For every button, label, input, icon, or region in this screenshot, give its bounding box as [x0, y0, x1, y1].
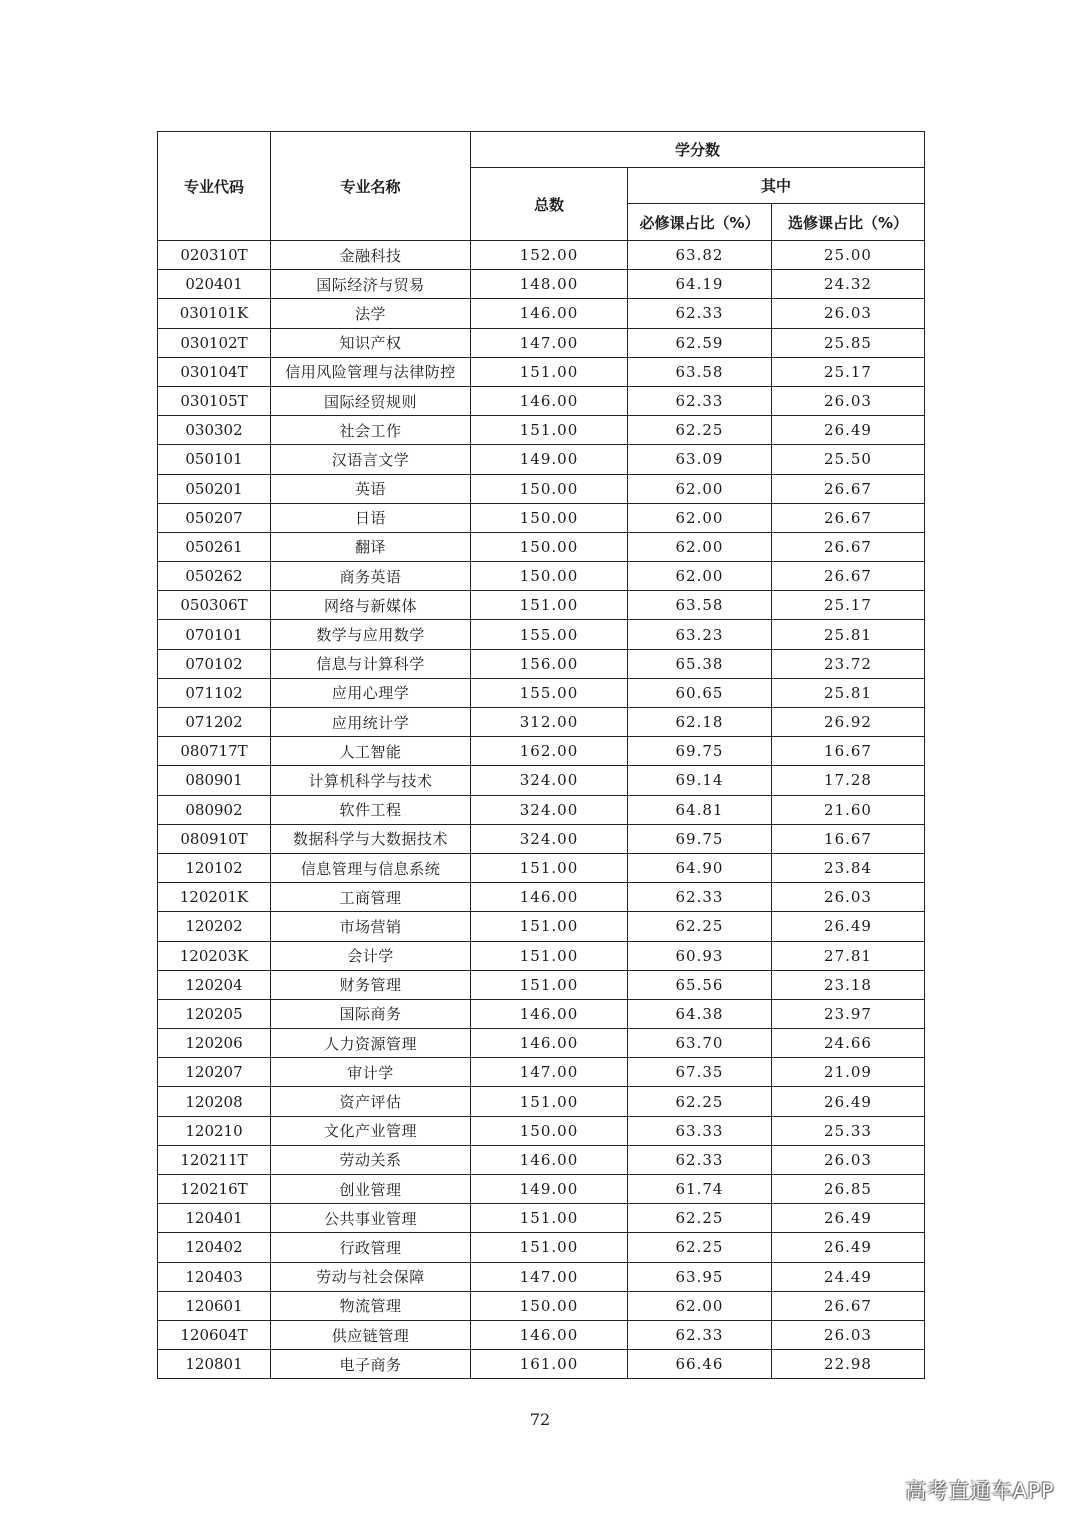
cell-name: 财务管理 [271, 970, 471, 999]
table-row [158, 1262, 925, 1291]
cell-code: 050101 [158, 445, 271, 474]
cell-total: 162.00 [471, 737, 628, 766]
cell-elective-ratio: 25.85 [772, 328, 925, 357]
table-row [158, 824, 925, 853]
table-row [158, 999, 925, 1028]
cell-code: 071202 [158, 708, 271, 737]
cell-total: 324.00 [471, 795, 628, 824]
cell-elective-ratio: 24.49 [772, 1262, 925, 1291]
cell-name: 知识产权 [271, 328, 471, 357]
cell-elective-ratio: 26.67 [772, 503, 925, 532]
table-row [158, 386, 925, 415]
cell-total: 151.00 [471, 1204, 628, 1233]
table-row [158, 532, 925, 561]
table-row [158, 1087, 925, 1116]
cell-name: 创业管理 [271, 1175, 471, 1204]
cell-elective-ratio: 25.00 [772, 241, 925, 270]
cell-code: 050207 [158, 503, 271, 532]
cell-elective-ratio: 22.98 [772, 1350, 925, 1379]
cell-code: 120207 [158, 1058, 271, 1087]
cell-elective-ratio: 26.92 [772, 708, 925, 737]
cell-elective-ratio: 26.49 [772, 1087, 925, 1116]
cell-code: 070102 [158, 649, 271, 678]
cell-elective-ratio: 25.81 [772, 678, 925, 707]
cell-name: 国际经济与贸易 [271, 270, 471, 299]
cell-name: 会计学 [271, 941, 471, 970]
cell-required-ratio: 60.93 [628, 941, 772, 970]
cell-code: 050261 [158, 532, 271, 561]
cell-name: 翻译 [271, 532, 471, 561]
cell-required-ratio: 62.33 [628, 1145, 772, 1174]
table-row [158, 678, 925, 707]
cell-elective-ratio: 24.66 [772, 1029, 925, 1058]
cell-required-ratio: 62.25 [628, 1204, 772, 1233]
cell-name: 公共事业管理 [271, 1204, 471, 1233]
cell-total: 146.00 [471, 999, 628, 1028]
cell-required-ratio: 62.59 [628, 328, 772, 357]
cell-code: 120801 [158, 1350, 271, 1379]
cell-code: 080901 [158, 766, 271, 795]
cell-elective-ratio: 26.49 [772, 416, 925, 445]
header-credits: 学分数 [471, 132, 925, 168]
cell-required-ratio: 64.38 [628, 999, 772, 1028]
cell-required-ratio: 63.82 [628, 241, 772, 270]
cell-total: 146.00 [471, 1029, 628, 1058]
cell-total: 146.00 [471, 883, 628, 912]
cell-name: 劳动关系 [271, 1145, 471, 1174]
table-row [158, 853, 925, 882]
cell-name: 应用心理学 [271, 678, 471, 707]
table-row [158, 270, 925, 299]
cell-elective-ratio: 23.18 [772, 970, 925, 999]
cell-name: 法学 [271, 299, 471, 328]
cell-total: 146.00 [471, 386, 628, 415]
cell-required-ratio: 62.00 [628, 1291, 772, 1320]
cell-name: 国际商务 [271, 999, 471, 1028]
header-among: 其中 [628, 168, 925, 204]
cell-elective-ratio: 25.17 [772, 357, 925, 386]
cell-code: 071102 [158, 678, 271, 707]
page-number: 72 [529, 1410, 551, 1429]
cell-code: 120205 [158, 999, 271, 1028]
cell-code: 050306T [158, 591, 271, 620]
table-row [158, 620, 925, 649]
cell-elective-ratio: 26.03 [772, 386, 925, 415]
cell-total: 147.00 [471, 328, 628, 357]
cell-required-ratio: 62.25 [628, 912, 772, 941]
cell-elective-ratio: 26.67 [772, 1291, 925, 1320]
cell-name: 网络与新媒体 [271, 591, 471, 620]
table-row [158, 1233, 925, 1262]
cell-required-ratio: 63.58 [628, 591, 772, 620]
cell-required-ratio: 66.46 [628, 1350, 772, 1379]
cell-code: 120201K [158, 883, 271, 912]
cell-elective-ratio: 25.33 [772, 1116, 925, 1145]
header-total: 总数 [471, 168, 628, 241]
cell-elective-ratio: 26.85 [772, 1175, 925, 1204]
table-row [158, 708, 925, 737]
cell-elective-ratio: 23.72 [772, 649, 925, 678]
cell-total: 150.00 [471, 1116, 628, 1145]
cell-total: 151.00 [471, 416, 628, 445]
table-row [158, 737, 925, 766]
cell-total: 151.00 [471, 912, 628, 941]
cell-required-ratio: 62.25 [628, 416, 772, 445]
cell-required-ratio: 62.33 [628, 299, 772, 328]
cell-required-ratio: 63.58 [628, 357, 772, 386]
table-row [158, 941, 925, 970]
cell-code: 120206 [158, 1029, 271, 1058]
cell-elective-ratio: 23.97 [772, 999, 925, 1028]
cell-code: 020310T [158, 241, 271, 270]
cell-total: 151.00 [471, 941, 628, 970]
cell-required-ratio: 69.14 [628, 766, 772, 795]
table-row [158, 1204, 925, 1233]
cell-code: 120216T [158, 1175, 271, 1204]
cell-name: 劳动与社会保障 [271, 1262, 471, 1291]
cell-required-ratio: 62.33 [628, 386, 772, 415]
cell-name: 市场营销 [271, 912, 471, 941]
cell-name: 应用统计学 [271, 708, 471, 737]
cell-code: 120601 [158, 1291, 271, 1320]
cell-required-ratio: 67.35 [628, 1058, 772, 1087]
cell-elective-ratio: 25.17 [772, 591, 925, 620]
cell-code: 080717T [158, 737, 271, 766]
cell-total: 149.00 [471, 1175, 628, 1204]
cell-code: 120403 [158, 1262, 271, 1291]
cell-total: 151.00 [471, 1087, 628, 1116]
cell-elective-ratio: 26.03 [772, 883, 925, 912]
cell-required-ratio: 62.00 [628, 562, 772, 591]
cell-code: 120202 [158, 912, 271, 941]
cell-required-ratio: 63.23 [628, 620, 772, 649]
cell-code: 030105T [158, 386, 271, 415]
cell-code: 120402 [158, 1233, 271, 1262]
cell-elective-ratio: 26.03 [772, 1145, 925, 1174]
table-row [158, 299, 925, 328]
cell-required-ratio: 63.09 [628, 445, 772, 474]
cell-name: 汉语言文学 [271, 445, 471, 474]
table-row [158, 1291, 925, 1320]
cell-elective-ratio: 21.09 [772, 1058, 925, 1087]
cell-total: 151.00 [471, 591, 628, 620]
table-row [158, 241, 925, 270]
table-row [158, 1058, 925, 1087]
cell-total: 146.00 [471, 1320, 628, 1349]
cell-required-ratio: 65.38 [628, 649, 772, 678]
cell-code: 120203K [158, 941, 271, 970]
cell-name: 信用风险管理与法律防控 [271, 357, 471, 386]
cell-elective-ratio: 27.81 [772, 941, 925, 970]
cell-elective-ratio: 26.67 [772, 562, 925, 591]
table-row [158, 970, 925, 999]
cell-name: 人工智能 [271, 737, 471, 766]
table-row [158, 416, 925, 445]
table-row [158, 912, 925, 941]
cell-code: 050201 [158, 474, 271, 503]
cell-required-ratio: 69.75 [628, 737, 772, 766]
cell-elective-ratio: 17.28 [772, 766, 925, 795]
cell-total: 151.00 [471, 1233, 628, 1262]
cell-name: 软件工程 [271, 795, 471, 824]
cell-code: 120210 [158, 1116, 271, 1145]
cell-required-ratio: 62.33 [628, 1320, 772, 1349]
cell-name: 人力资源管理 [271, 1029, 471, 1058]
cell-total: 156.00 [471, 649, 628, 678]
cell-name: 国际经贸规则 [271, 386, 471, 415]
cell-name: 电子商务 [271, 1350, 471, 1379]
header-code: 专业代码 [158, 132, 271, 241]
table-row [158, 1175, 925, 1204]
cell-name: 社会工作 [271, 416, 471, 445]
cell-total: 312.00 [471, 708, 628, 737]
cell-name: 信息管理与信息系统 [271, 853, 471, 882]
table-body [158, 241, 925, 1379]
header-required-ratio: 必修课占比（%） [628, 204, 772, 241]
table-row [158, 795, 925, 824]
cell-elective-ratio: 16.67 [772, 824, 925, 853]
table-row [158, 1350, 925, 1379]
table-row [158, 1320, 925, 1349]
cell-code: 080910T [158, 824, 271, 853]
cell-code: 030101K [158, 299, 271, 328]
cell-required-ratio: 65.56 [628, 970, 772, 999]
table-row [158, 328, 925, 357]
cell-elective-ratio: 21.60 [772, 795, 925, 824]
table-row [158, 766, 925, 795]
cell-elective-ratio: 26.67 [772, 532, 925, 561]
cell-required-ratio: 62.25 [628, 1233, 772, 1262]
cell-name: 信息与计算科学 [271, 649, 471, 678]
cell-name: 计算机科学与技术 [271, 766, 471, 795]
cell-code: 050262 [158, 562, 271, 591]
table-row [158, 1029, 925, 1058]
cell-required-ratio: 63.70 [628, 1029, 772, 1058]
table-row [158, 562, 925, 591]
cell-total: 151.00 [471, 357, 628, 386]
table-row [158, 591, 925, 620]
table-row [158, 1145, 925, 1174]
table-row [158, 883, 925, 912]
cell-elective-ratio: 26.49 [772, 1233, 925, 1262]
cell-required-ratio: 62.00 [628, 474, 772, 503]
cell-required-ratio: 64.19 [628, 270, 772, 299]
cell-code: 020401 [158, 270, 271, 299]
cell-required-ratio: 62.25 [628, 1087, 772, 1116]
credits-table [157, 131, 925, 1379]
cell-name: 数据科学与大数据技术 [271, 824, 471, 853]
cell-elective-ratio: 25.81 [772, 620, 925, 649]
cell-name: 文化产业管理 [271, 1116, 471, 1145]
table-row [158, 445, 925, 474]
cell-elective-ratio: 24.32 [772, 270, 925, 299]
cell-total: 149.00 [471, 445, 628, 474]
cell-total: 151.00 [471, 970, 628, 999]
cell-elective-ratio: 26.67 [772, 474, 925, 503]
cell-required-ratio: 60.65 [628, 678, 772, 707]
cell-elective-ratio: 26.03 [772, 299, 925, 328]
cell-total: 151.00 [471, 853, 628, 882]
cell-required-ratio: 62.33 [628, 883, 772, 912]
table-header [158, 132, 925, 241]
cell-name: 日语 [271, 503, 471, 532]
cell-code: 080902 [158, 795, 271, 824]
header-elective-ratio: 选修课占比（%） [772, 204, 925, 241]
cell-name: 工商管理 [271, 883, 471, 912]
cell-required-ratio: 61.74 [628, 1175, 772, 1204]
cell-total: 150.00 [471, 1291, 628, 1320]
cell-total: 324.00 [471, 824, 628, 853]
cell-name: 数学与应用数学 [271, 620, 471, 649]
table-row [158, 357, 925, 386]
cell-code: 120211T [158, 1145, 271, 1174]
cell-elective-ratio: 25.50 [772, 445, 925, 474]
cell-elective-ratio: 26.49 [772, 912, 925, 941]
cell-code: 030302 [158, 416, 271, 445]
header-name: 专业名称 [271, 132, 471, 241]
cell-total: 146.00 [471, 299, 628, 328]
cell-required-ratio: 62.18 [628, 708, 772, 737]
cell-total: 146.00 [471, 1145, 628, 1174]
cell-total: 150.00 [471, 532, 628, 561]
cell-total: 161.00 [471, 1350, 628, 1379]
cell-total: 324.00 [471, 766, 628, 795]
cell-total: 152.00 [471, 241, 628, 270]
cell-required-ratio: 64.90 [628, 853, 772, 882]
cell-required-ratio: 63.95 [628, 1262, 772, 1291]
cell-code: 120208 [158, 1087, 271, 1116]
cell-required-ratio: 63.33 [628, 1116, 772, 1145]
cell-total: 148.00 [471, 270, 628, 299]
cell-code: 070101 [158, 620, 271, 649]
cell-total: 150.00 [471, 503, 628, 532]
cell-code: 030104T [158, 357, 271, 386]
cell-name: 商务英语 [271, 562, 471, 591]
cell-total: 150.00 [471, 474, 628, 503]
cell-total: 150.00 [471, 562, 628, 591]
cell-required-ratio: 69.75 [628, 824, 772, 853]
cell-total: 155.00 [471, 620, 628, 649]
cell-name: 行政管理 [271, 1233, 471, 1262]
cell-code: 120401 [158, 1204, 271, 1233]
cell-name: 物流管理 [271, 1291, 471, 1320]
cell-code: 120604T [158, 1320, 271, 1349]
cell-required-ratio: 64.81 [628, 795, 772, 824]
cell-name: 英语 [271, 474, 471, 503]
cell-name: 供应链管理 [271, 1320, 471, 1349]
cell-name: 金融科技 [271, 241, 471, 270]
cell-elective-ratio: 26.03 [772, 1320, 925, 1349]
cell-total: 147.00 [471, 1058, 628, 1087]
cell-name: 资产评估 [271, 1087, 471, 1116]
cell-code: 120102 [158, 853, 271, 882]
cell-total: 147.00 [471, 1262, 628, 1291]
cell-elective-ratio: 23.84 [772, 853, 925, 882]
cell-name: 审计学 [271, 1058, 471, 1087]
table-row [158, 649, 925, 678]
watermark: 高考直通车APP [905, 1479, 1054, 1503]
cell-code: 030102T [158, 328, 271, 357]
table-row [158, 1116, 925, 1145]
cell-required-ratio: 62.00 [628, 503, 772, 532]
cell-total: 155.00 [471, 678, 628, 707]
cell-elective-ratio: 26.49 [772, 1204, 925, 1233]
cell-required-ratio: 62.00 [628, 532, 772, 561]
cell-elective-ratio: 16.67 [772, 737, 925, 766]
table-row [158, 503, 925, 532]
table-row [158, 474, 925, 503]
cell-code: 120204 [158, 970, 271, 999]
